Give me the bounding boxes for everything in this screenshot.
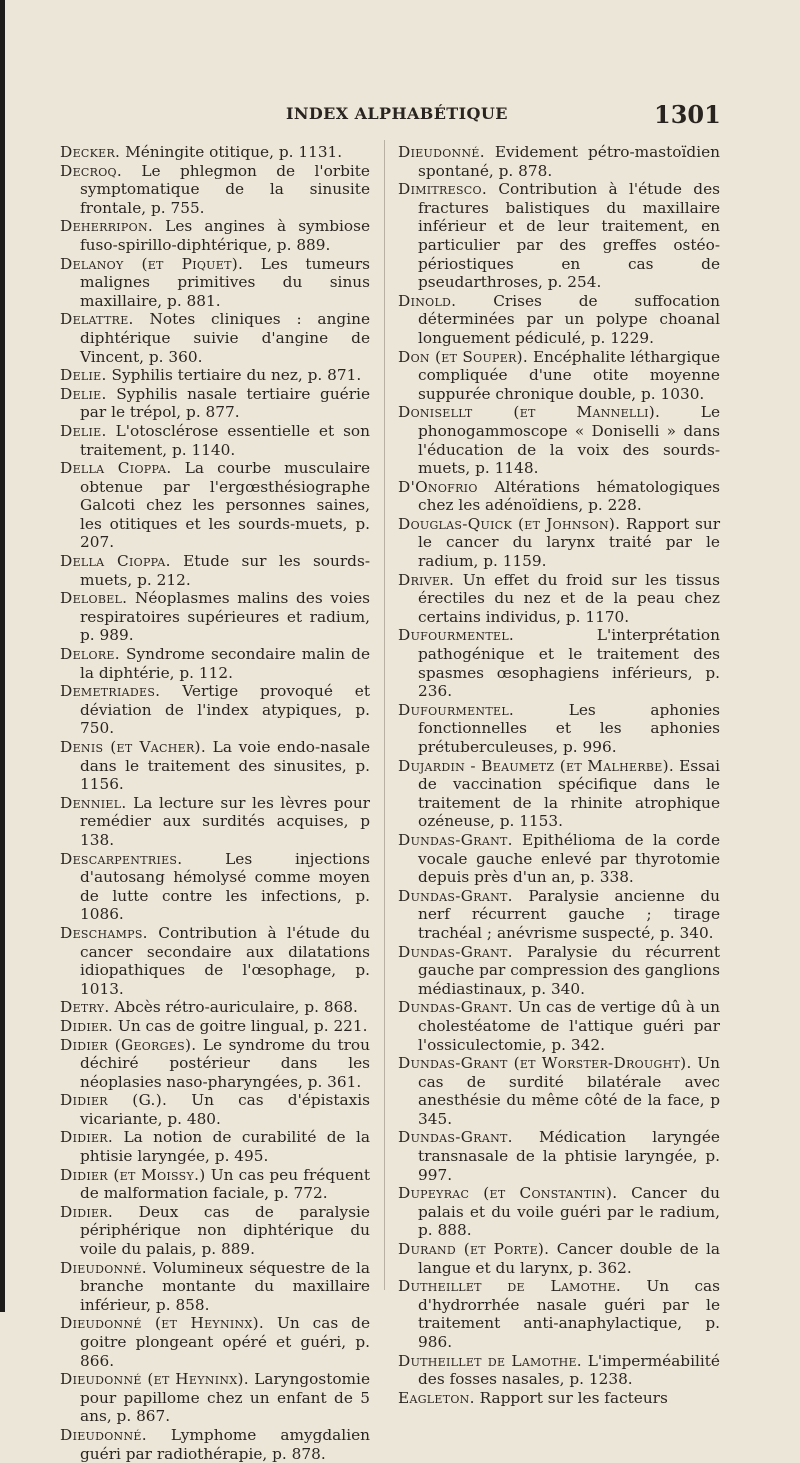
index-entry bbox=[60, 552, 370, 589]
entry-author: Delattre. bbox=[60, 310, 134, 329]
index-entry bbox=[60, 645, 370, 682]
entry-text: Le syndrome du trou déchiré postérieur dans les néoplasies naso-pharyngées, p. 361. bbox=[80, 1035, 370, 1091]
entry-author: Dundas-Grant. bbox=[398, 886, 513, 905]
entry-text: Evidement pétro-mastoïdien spontané, p. 878. bbox=[418, 143, 720, 180]
entry-author: Dundas-Grant. bbox=[398, 998, 513, 1017]
entry-text: Les tumeurs malignes primitives du sinus maxillaire, p. 881. bbox=[80, 254, 370, 310]
entry-author: Donisellt (et Mannelli). bbox=[398, 403, 661, 422]
entry-text: Contribution à l'étude du cancer secondaire aux dilatations idiopathiques de l'œsophage, p. 1013. bbox=[80, 923, 370, 998]
entry-text: Le phonogammoscope « Doniselli » dans l'éducation de la voix des sourds-muets, p. 1148. bbox=[418, 403, 720, 478]
index-entry bbox=[398, 1054, 720, 1128]
entry-text: Méningite otitique, p. 1131. bbox=[120, 143, 343, 161]
entry-text: Lymphome amygdalien guéri par radiothérapie, p. 878. bbox=[80, 1425, 370, 1463]
index-entry bbox=[60, 589, 370, 645]
index-entry bbox=[60, 162, 370, 218]
entry-text: Un cas peu fréquent de malformation faciale, p. 772. bbox=[80, 1165, 370, 1203]
entry-text: L'imperméabilité des fosses nasales, p. 1238. bbox=[418, 1351, 720, 1389]
entry-author: Dimitresco. bbox=[398, 180, 487, 199]
index-entry bbox=[60, 1314, 370, 1370]
entry-text: Crises de suffocation déterminées par un polype choanal longuement pédiculé, p. 1229. bbox=[418, 291, 720, 347]
entry-author: Dujardin - Beaumetz (et Malherbe). bbox=[398, 756, 675, 775]
entry-text: La courbe musculaire obtenue par l'ergœsthésiographe Galcoti chez les personnes saines, les otitiques et les sourds-muets, p. 207. bbox=[80, 459, 371, 552]
column-divider bbox=[384, 140, 385, 1290]
entry-text: Syphilis tertiaire du nez, p. 871. bbox=[106, 366, 362, 385]
entry-author: Descarpentries. bbox=[60, 849, 183, 868]
entry-text: Contribution à l'étude des fractures balistiques du maxillaire inférieur et de leur traitement, en particulier par des greffes ostéo-périostiques en cas de pseudarthroses, p. 254. bbox=[418, 180, 720, 292]
index-column-left bbox=[60, 143, 370, 1463]
entry-text: Les injections d'autosang hémolysé comme moyen de lutte contre les infections, p. 1086. bbox=[80, 849, 370, 924]
entry-author: Don (et Souper). bbox=[398, 347, 529, 366]
index-entry bbox=[60, 1203, 370, 1259]
index-entry bbox=[398, 1389, 720, 1408]
entry-author: Didier. bbox=[60, 1128, 114, 1147]
entry-author: Dundas-Grant. bbox=[398, 1128, 513, 1147]
entry-author: Denis (et Vacher). bbox=[60, 738, 206, 756]
entry-text: Cancer du palais et du voile guéri par le radium, p. 888. bbox=[418, 1184, 720, 1240]
index-entry bbox=[398, 1352, 720, 1389]
entry-text: Les angines à symbiose fuso-spirillo-diphtérique, p. 889. bbox=[80, 217, 370, 254]
entry-text: Un cas d'épistaxis vicariante, p. 480. bbox=[80, 1091, 370, 1128]
entry-text: Notes cliniques : angine diphtérique suivie d'angine de Vincent, p. 360. bbox=[80, 310, 370, 366]
index-entry bbox=[398, 292, 720, 348]
index-entry bbox=[398, 757, 720, 831]
index-entry bbox=[60, 998, 370, 1017]
index-entry bbox=[398, 1184, 720, 1240]
entry-text: Un cas de goitre plongeant opéré et guéri, p. 866. bbox=[80, 1314, 371, 1370]
index-entry bbox=[60, 682, 370, 738]
entry-text: Un cas de vertige dû à un cholestéatome de l'attique guéri par l'ossiculectomie, p. 342. bbox=[418, 998, 720, 1054]
entry-author: Didier. bbox=[60, 1202, 114, 1221]
index-entry bbox=[398, 143, 720, 180]
entry-author: Dundas-Grant. bbox=[398, 830, 513, 849]
index-entry bbox=[60, 850, 370, 924]
entry-author: Dutheillet de Lamothe. bbox=[398, 1277, 622, 1296]
index-entry bbox=[398, 403, 720, 477]
index-entry bbox=[60, 459, 370, 552]
index-column-right bbox=[398, 143, 720, 1407]
entry-author: Della Cioppa. bbox=[60, 552, 171, 571]
index-entry bbox=[398, 998, 720, 1054]
entry-author: Dundas-Grant. bbox=[398, 942, 513, 961]
entry-author: Dutheillet de Lamothe. bbox=[398, 1351, 582, 1370]
entry-author: Decker. bbox=[60, 143, 121, 161]
entry-author: Deherripon. bbox=[60, 217, 154, 236]
page-number: 1301 bbox=[654, 100, 721, 129]
entry-text: La voie endo-nasale dans le traitement des sinusites, p. 1156. bbox=[80, 738, 371, 794]
index-entry bbox=[398, 701, 720, 757]
entry-author: Dieudonné (et Heyninx). bbox=[60, 1370, 249, 1389]
index-entry bbox=[60, 794, 370, 850]
index-entry bbox=[60, 1017, 370, 1036]
entry-text: Un cas d'hydrorrhée nasale guéri par le traitement anti-anaphylactique, p. 986. bbox=[418, 1277, 720, 1351]
entry-author: Dupeyrac (et Constantin). bbox=[398, 1184, 618, 1203]
index-entry bbox=[60, 1259, 370, 1315]
entry-text: Epithélioma de la corde vocale gauche enlevé par thyrotomie depuis près d'un an, p. 338. bbox=[418, 830, 720, 887]
entry-author: Demetriades. bbox=[60, 682, 161, 701]
entry-author: Delie. bbox=[60, 384, 107, 403]
entry-text: Altérations hématologiques chez les adénoïdiens, p. 228. bbox=[418, 477, 720, 515]
entry-author: Dufourmentel. bbox=[398, 626, 515, 645]
entry-author: Douglas-Quick (et Johnson). bbox=[398, 514, 621, 533]
index-entry bbox=[398, 515, 720, 571]
index-entry bbox=[398, 887, 720, 943]
entry-author: Dieudonné. bbox=[60, 1425, 147, 1444]
entry-author: Dinold. bbox=[398, 291, 457, 310]
entry-author: Detry. bbox=[60, 998, 110, 1017]
entry-author: Didier (et Moissy.) bbox=[60, 1165, 206, 1184]
entry-text: Vertige provoqué et déviation de l'index atypiques, p. 750. bbox=[80, 682, 370, 738]
entry-text: Un cas de surdité bilatérale avec anesthésie du même côté de la face, p 345. bbox=[418, 1054, 720, 1128]
entry-text: Rapport sur le cancer du larynx traité par le radium, p. 1159. bbox=[418, 514, 721, 571]
index-entry bbox=[60, 422, 370, 459]
entry-author: Delanoy (et Piquet). bbox=[60, 254, 244, 273]
entry-text: Néoplasmes malins des voies respiratoires supérieures et radium, p. 989. bbox=[80, 589, 370, 645]
index-entry bbox=[60, 1426, 370, 1463]
index-entry bbox=[60, 1036, 370, 1092]
index-entry bbox=[60, 1091, 370, 1128]
entry-text: Un cas de goitre lingual, p. 221. bbox=[113, 1016, 368, 1035]
index-entry bbox=[60, 738, 370, 794]
index-entry bbox=[60, 217, 370, 254]
entry-author: Durand (et Porte). bbox=[398, 1240, 550, 1259]
index-entry bbox=[398, 1240, 720, 1277]
entry-author: Decroq. bbox=[60, 161, 122, 180]
index-entry bbox=[398, 348, 720, 404]
index-entry bbox=[60, 385, 370, 422]
entry-text: Abcès rétro-auriculaire, p. 868. bbox=[109, 998, 358, 1017]
running-header bbox=[0, 100, 800, 130]
entry-text: L'interprétation pathogénique et le traitement des spasmes œsophagiens inférieurs, p. 236. bbox=[418, 626, 720, 701]
entry-text: Etude sur les sourds-muets, p. 212. bbox=[80, 552, 370, 589]
index-entry bbox=[398, 626, 720, 700]
entry-author: Denniel. bbox=[60, 793, 127, 812]
entry-text: La notion de curabilité de la phtisie laryngée, p. 495. bbox=[80, 1128, 370, 1166]
entry-text: Un effet du froid sur les tissus érectiles du nez et de la peau chez certains individus, p. 1170. bbox=[418, 570, 720, 626]
entry-author: Didier. bbox=[60, 1016, 114, 1035]
entry-text: Rapport sur les facteurs bbox=[474, 1388, 668, 1407]
entry-author: Delie. bbox=[60, 421, 107, 440]
index-entry bbox=[60, 143, 370, 162]
entry-text: Paralysie du récurrent gauche par compression des ganglions médiastinaux, p. 340. bbox=[418, 942, 720, 998]
entry-text: Cancer double de la langue et du larynx, p. 362. bbox=[418, 1240, 720, 1277]
entry-text: Deux cas de paralysie périphérique non diphtérique du voile du palais, p. 889. bbox=[80, 1202, 370, 1259]
index-entry bbox=[398, 478, 720, 515]
index-entry bbox=[398, 1128, 720, 1184]
index-entry bbox=[398, 831, 720, 887]
entry-text: Paralysie ancienne du nerf récurrent gauche ; tirage trachéal ; anévrisme suspecté, p. 340. bbox=[418, 886, 720, 942]
entry-text: Syphilis nasale tertiaire guérie par le trépol, p. 877. bbox=[80, 384, 370, 422]
entry-author: Didier (Georges). bbox=[60, 1035, 197, 1054]
header-title: INDEX ALPHABÉTIQUE bbox=[286, 104, 508, 123]
entry-author: Delie. bbox=[60, 366, 107, 385]
index-entry bbox=[398, 943, 720, 999]
entry-author: Dieudonné. bbox=[398, 143, 485, 161]
index-entry bbox=[398, 1277, 720, 1351]
entry-author: Dufourmentel. bbox=[398, 700, 515, 719]
index-entry bbox=[60, 255, 370, 311]
entry-author: Eagleton. bbox=[398, 1388, 475, 1407]
entry-text: Volumineux séquestre de la branche montante du maxillaire inférieur, p. 858. bbox=[80, 1258, 370, 1314]
entry-text: Encéphalite léthargique compliquée d'une otite moyenne suppurée chronique double, p. 1030. bbox=[418, 347, 720, 403]
index-entry bbox=[60, 310, 370, 366]
entry-author: Dieudonné. bbox=[60, 1258, 147, 1277]
entry-text: Laryngostomie pour papillome chez un enfant de 5 ans, p. 867. bbox=[80, 1370, 371, 1426]
index-entry bbox=[60, 924, 370, 998]
entry-text: L'otosclérose essentielle et son traitement, p. 1140. bbox=[80, 421, 370, 459]
entry-text: Les aphonies fonctionnelles et les aphonies prétuberculeuses, p. 996. bbox=[418, 700, 720, 756]
entry-author: Dundas-Grant (et Worster-Drought). bbox=[398, 1054, 692, 1073]
index-entry bbox=[60, 1166, 370, 1203]
entry-text: Syndrome secondaire malin de la diphtérie, p. 112. bbox=[80, 645, 370, 682]
entry-text: La lecture sur les lèvres pour remédier aux surdités acquises, p 138. bbox=[80, 793, 370, 849]
index-entry bbox=[60, 1370, 370, 1426]
entry-text: Médication laryngée transnasale de la phtisie laryngée, p. 997. bbox=[418, 1128, 720, 1184]
index-entry bbox=[398, 180, 720, 292]
entry-text: Essai de vaccination spécifique dans le traitement de la rhinite atrophique ozéneuse, p. 1153. bbox=[418, 756, 720, 831]
entry-author: Deschamps. bbox=[60, 923, 148, 942]
page-edge-shadow bbox=[0, 0, 5, 1312]
entry-author: Delobel. bbox=[60, 589, 128, 608]
entry-author: Driver. bbox=[398, 570, 455, 589]
entry-author: Delore. bbox=[60, 645, 120, 664]
index-entry bbox=[398, 571, 720, 627]
index-entry bbox=[60, 366, 370, 385]
entry-text: Le phlegmon de l'orbite symptomatique de la sinusite frontale, p. 755. bbox=[80, 161, 370, 217]
entry-author: Didier (G.). bbox=[60, 1091, 168, 1110]
entry-author: Della Cioppa. bbox=[60, 459, 172, 478]
entry-author: D'Onofrio bbox=[398, 477, 478, 496]
entry-author: Dieudonné (et Heyninx). bbox=[60, 1314, 265, 1333]
index-entry bbox=[60, 1128, 370, 1165]
